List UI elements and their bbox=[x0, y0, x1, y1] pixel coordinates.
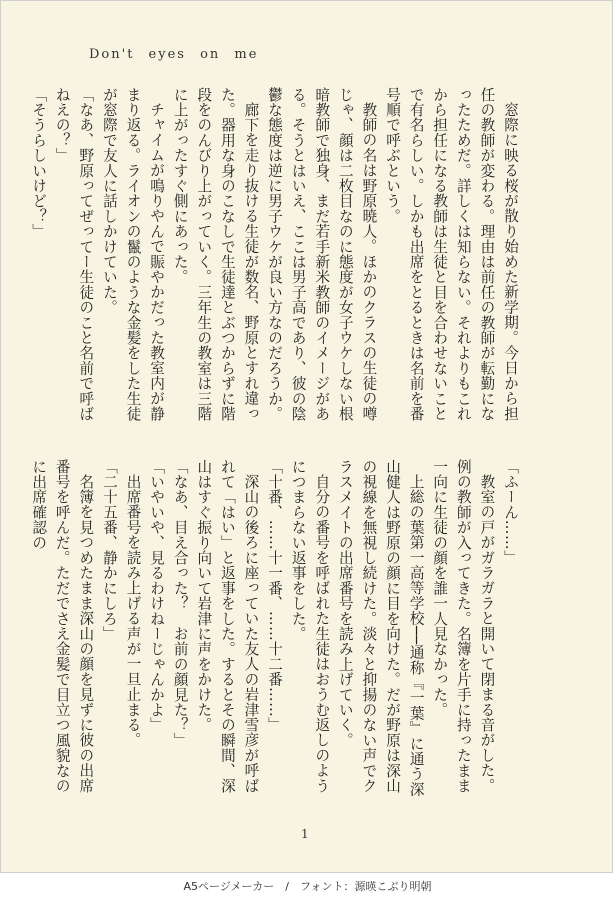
page-title: Don't eyes on me bbox=[89, 47, 259, 62]
paragraph: 「いやいや、見るわけねーじゃんかよ」 bbox=[148, 459, 166, 733]
paragraph: 教師の名は野原暁人。ほかのクラスの生徒の噂じゃ、顔は二枚目なのに態度が女子ウケしない根暗教師で独身、まだ若手新米教師のイメージがある。そうとはいえ、ここは男子高であり、彼の陰鬱な態度は逆に男子ウケが良い方なのだろうか。 bbox=[266, 87, 378, 422]
paragraph: 「ふーん……」 bbox=[502, 459, 519, 566]
paragraph: 廊下を走り抜ける生徒が数名、野原とすれ違った。器用な身のこなしで生徒達とぶつからずに階段をのんびり上がっていく。三年生の教室は三階に上がったすぐ側にあった。 bbox=[171, 87, 260, 422]
paragraph: 「なあ、野原ってぜってー生徒のこと名前で呼ばねえの？」 bbox=[53, 87, 95, 422]
paragraph: 名簿を見つめたまま深山の顔を見ずに彼の出席番号を呼んだ。ただでさえ金髪で目立つ風貌なのに出席確認の bbox=[30, 459, 95, 794]
paragraph: 窓際に映る桜が散り始めた新学期。今日から担任の教師が変わる。理由は前任の教師が転勤になったためだ。詳しくは知らない。それよりもこれから担任になる教師は生徒と目を合わせないことで有名らしい。しかも出席をとるときは名前を番号順で呼ぶという。 bbox=[384, 87, 519, 422]
paragraph: 「なあ、目え合った？ お前の顔見た？」 bbox=[171, 459, 189, 748]
paragraph: 「二十五番、静かにしろ」 bbox=[100, 459, 118, 642]
page-number: 1 bbox=[301, 827, 309, 841]
paragraph: 教室の戸がガラガラと開いて閉まる音がした。例の教師が入ってきた。名簿を片手に持ったまま一向に生徒の顔を誰一人見なかった。 bbox=[431, 459, 496, 794]
paragraph: 上総の葉第一高等学校──通称『一葉』に通う深山健人は野原の顔に目を向けた。だが野原は深山の視線を無視し続けた。淡々と抑揚のない声でクラスメイトの出席番号を読み上げていく。 bbox=[336, 459, 425, 797]
paragraph: 深山の後ろに座っていた友人の岩津雪彦が呼ばれて「はい」と返事をした。するとその瞬間、深山はすぐ振り向いて岩津に声をかけた。 bbox=[195, 459, 260, 794]
paragraph: 出席番号を読み上げる声が一旦止まる。 bbox=[124, 473, 142, 748]
text-block-top bbox=[30, 87, 522, 432]
paragraph: 「十番、……十一番、……十二番……」 bbox=[266, 459, 284, 733]
paragraph: チャイムが鳴りやんで賑やかだった教室内が静まり返る。ライオンの鬣のような金髪をした生徒が窓際で友人に話しかけていた。 bbox=[100, 87, 166, 422]
paragraph: 自分の番号を呼ばれた生徒はおうむ返しのようにつまらない返事をした。 bbox=[289, 459, 331, 793]
text-block-bottom bbox=[30, 459, 522, 804]
paragraph: 「そうらしいけど？」 bbox=[30, 87, 48, 239]
footer-caption: A5ページメーカー / フォント：源暎こぶり明朝 bbox=[0, 873, 615, 900]
